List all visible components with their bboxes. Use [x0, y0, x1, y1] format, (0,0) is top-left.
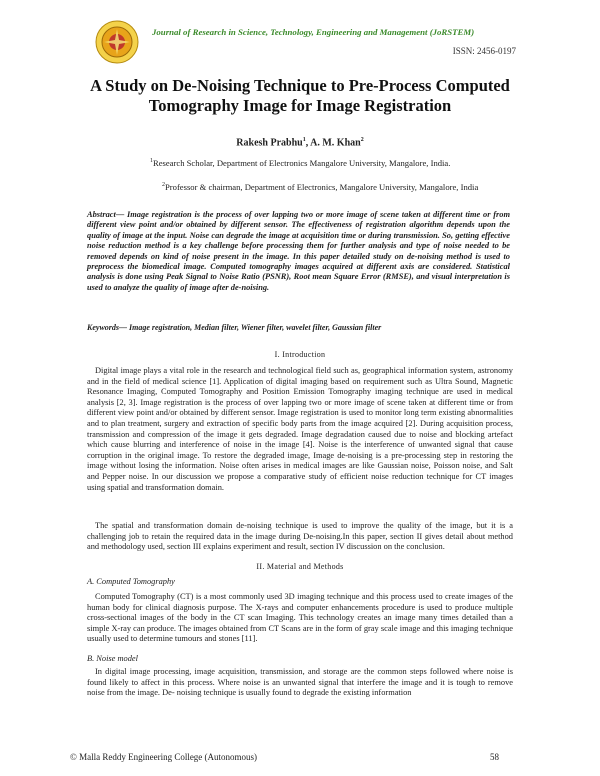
subsection-heading-noise: B. Noise model	[87, 654, 138, 663]
keywords: Keywords— Image registration, Median filter, Wiener filter, wavelet filter, Gaussian filter	[87, 323, 382, 332]
affiliation-1	[150, 158, 450, 168]
intro-paragraph-1: Digital image plays a vital role in the research and technological field such as, geographical information system, astronomy and in the field of medical science [1]. Application of digital imaging based on requirement such as Ultra Sound, Magnetic Resonance Imaging, Computed Tomography and Position Emission Tomography imaging technique are used in medical analysis [2, 3]. Image registration is the process of over lapping two or more image of scene taken at different time or from different view point and/or obtained by different sensor. Image registration is used to monitor long term existing abnormalities and to plan treatment, surgery and extraction of specific body parts from the image acquired [2]. During acquisition process, transmission and compression of the image it gets degraded. Image degradation caused due to noise and blocking artefact which cause blurring and interference of noise in the image [4]. Noise is the interference of unwanted signal that cause corruption in the original image. To restore the degraded image, Image de-noising is a pre-processing step in restoring the image without losing the information. Noise often arises in medical images are like Gaussian noise, Poisson noise, and Salt and Pepper noise. In our discussion we propose a comparative study of efficient noise reduction technique for CT images using spatial and transformation domain.	[87, 366, 513, 492]
journal-logo-icon	[95, 20, 139, 64]
authors-line	[0, 137, 600, 148]
ct-paragraph: Computed Tomography (CT) is a most commonly used 3D imaging technique and this process used to create images of the human body for clinical diagnosis purpose. The X-rays and computer enhancements procedure is used to produce multiple cross-sectional images of the body in the CT scan Imaging. This technology creates an image many times detailed than a simple X-ray can produce. The images obtained from CT Scans are in the form of gray scale image and this imaging technique usually used to determine tumours and stones [11].	[87, 592, 513, 644]
noise-paragraph: In digital image processing, image acquisition, transmission, and storage are the common steps followed where noise is found likely to affect in this process. Where noise is an unwanted signal that interfere the image and it is tough to remove noise from the image. De- noising technique is usually found to degrade the existing information	[87, 667, 513, 698]
page-number: 58	[490, 752, 499, 762]
journal-name: Journal of Research in Science, Technology, Engineering and Management (JoRSTEM)	[152, 27, 475, 37]
affiliation-2	[162, 182, 478, 192]
section-heading-methods: II. Material and Methods	[256, 562, 344, 571]
author-2: A. M. Khan	[310, 137, 361, 149]
affiliation-1-sup: 1	[150, 158, 153, 165]
paper-title: A Study on De-Noising Technique to Pre-Process Computed Tomography Image for Image Registration	[90, 76, 510, 115]
issn-label: ISSN: 2456-0197	[452, 46, 516, 56]
subsection-heading-ct: A. Computed Tomography	[87, 577, 175, 586]
intro-paragraph-2: The spatial and transformation domain de-noising technique is used to improve the quality of the image, but it is a challenging job to retain the required data in the image during De-noising.In this paper, section II gives detail about method and methodology used, section III explains experiment and result, section IV discussion on the conclusion.	[87, 521, 513, 552]
section-heading-introduction: I. Introduction	[274, 350, 326, 359]
affiliation-1-text: Research Scholar, Department of Electronics Mangalore University, Mangalore, India.	[153, 158, 451, 168]
abstract: Abstract— Image registration is the process of over lapping two or more image of scene taken at different time or from different view point and/or obtained by different sensor. The effectiveness of registration algorithm depends upon the quality of image at the input. Noise can degrade the image at acquisition time or during transmission. So, getting effective noise reduction method is a key challenge before processing them for further analysis and type of noise needed to be removed depends on kind of noise present in the image. In this paper detailed study on de-noising method is used to preprocess the biomedical image. Computed tomography images acquired at different axis are considered. Statistical analysis is done using Peak Signal to Noise Ratio (PSNR), Root mean Square Error (RMSE), and visual interpretation is used to analyze the quality of image after de-noising.	[87, 210, 510, 292]
author-2-sup: 2	[360, 137, 364, 143]
author-1: Rakesh Prabhu	[236, 137, 303, 149]
affiliation-2-text: Professor & chairman, Department of Electronics, Mangalore University, Mangalore, India	[165, 182, 479, 192]
affiliation-2-sup: 2	[162, 182, 165, 189]
footer-copyright: © Malla Reddy Engineering College (Autonomous)	[70, 752, 258, 762]
author-1-sup: 1	[302, 137, 306, 143]
author-separator: ,	[305, 137, 311, 149]
